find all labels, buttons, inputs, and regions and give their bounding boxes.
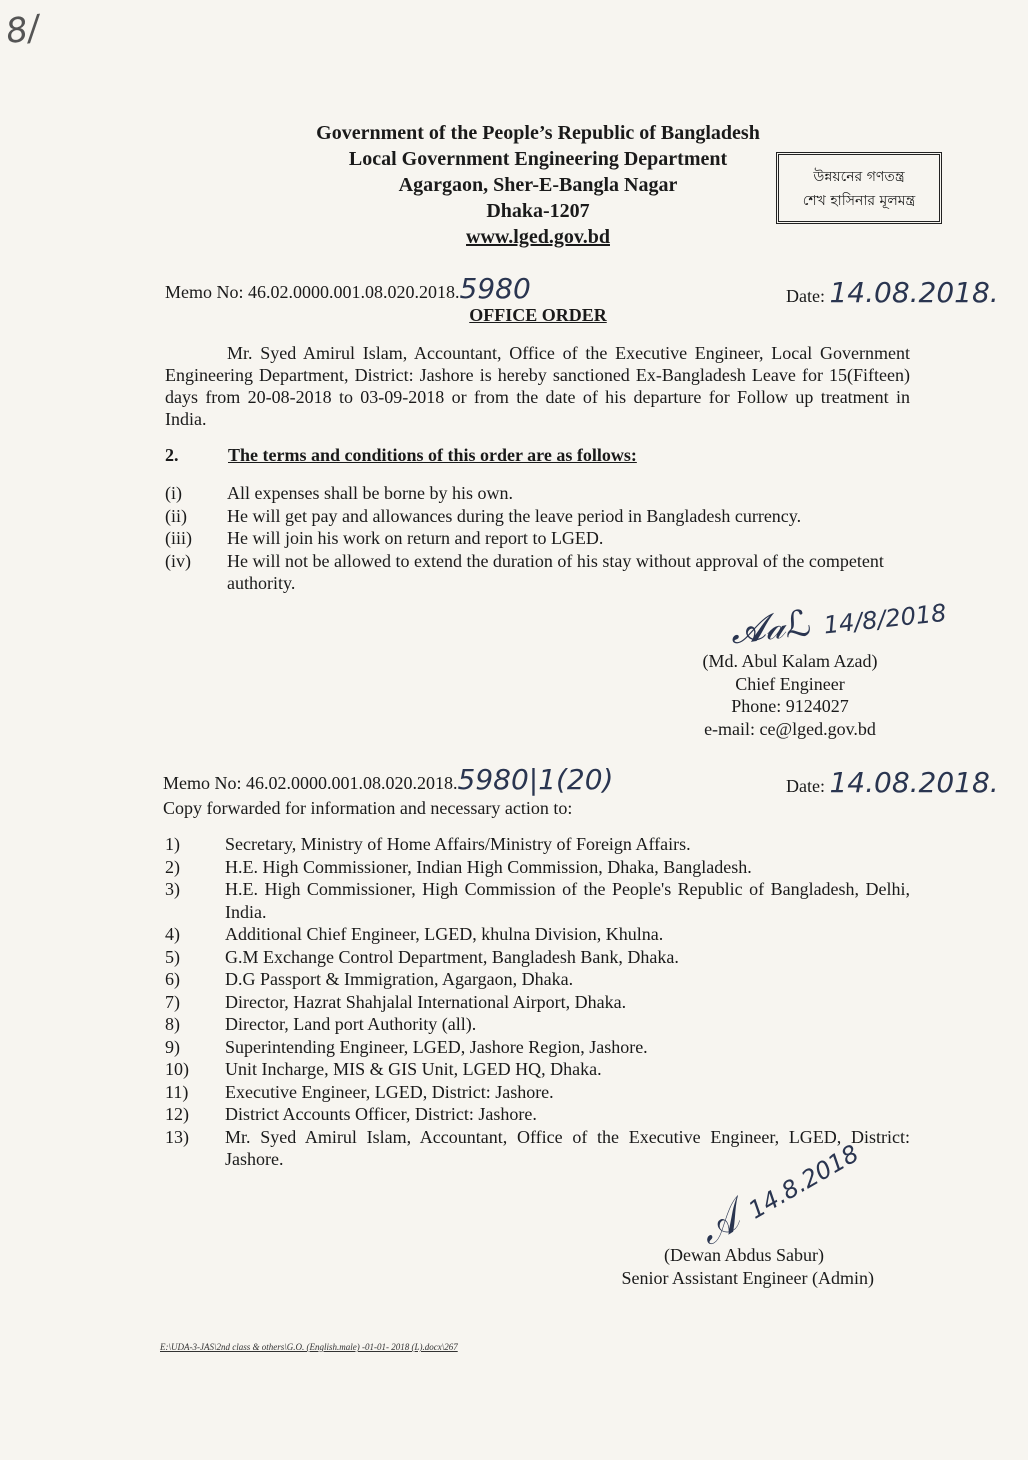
list-text: Superintending Engineer, LGED, Jashore Region, Jashore.	[225, 1036, 648, 1057]
list-number: 7)	[165, 991, 180, 1012]
list-text: D.G Passport & Immigration, Agargaon, Dhaka.	[225, 969, 574, 989]
signatory-1-designation: Chief Engineer	[735, 673, 845, 694]
date-label: Date:	[786, 776, 825, 796]
list-number: 2)	[165, 856, 180, 877]
section-number: 2.	[165, 445, 179, 465]
list-text: Additional Chief Engineer, LGED, khulna Division, Khulna.	[225, 924, 664, 944]
list-number: 13)	[165, 1126, 189, 1147]
letterhead-line-3: Agargaon, Sher-E-Bangla Nagar	[398, 174, 678, 196]
term-number: (iii)	[165, 528, 192, 548]
list-item	[165, 833, 910, 856]
list-text: Executive Engineer, LGED, District: Jashore.	[225, 1081, 554, 1102]
list-item	[165, 1103, 910, 1126]
list-item	[165, 1081, 910, 1104]
list-text: Director, Land port Authority (all).	[225, 1014, 477, 1034]
signatory-block-1	[690, 650, 890, 740]
handwritten-date: 14.08.2018.	[829, 276, 999, 309]
term-text: He will not be allowed to extend the duration of his stay without approval of the competent authority.	[227, 550, 884, 593]
date-2	[786, 766, 999, 799]
list-number: 5)	[165, 946, 180, 967]
memo-number-1	[165, 272, 531, 305]
slogan-box	[776, 152, 942, 224]
signature-1: 𝓐𝒶ℒ 14/8/2018	[728, 598, 948, 653]
list-number: 9)	[165, 1036, 180, 1057]
list-item	[165, 946, 910, 969]
handwritten-memo-number: 5980	[459, 272, 531, 305]
signatory-1-name: (Md. Abul Kalam Azad)	[702, 651, 878, 671]
term-text: He will get pay and allowances during the leave period in Bangladesh currency.	[227, 505, 802, 526]
term-item	[165, 527, 905, 550]
list-text: District Accounts Officer, District: Jashore.	[225, 1104, 537, 1124]
list-text: H.E. High Commissioner, Indian High Commission, Dhaka, Bangladesh.	[225, 856, 752, 877]
corner-handwritten-mark: 8/	[3, 7, 42, 53]
term-number: (iv)	[165, 550, 191, 571]
term-text: All expenses shall be borne by his own.	[227, 483, 513, 503]
list-text: G.M Exchange Control Department, Bangladesh Bank, Dhaka.	[225, 946, 679, 967]
terms-list	[165, 482, 905, 595]
slogan-line-2: শেখ হাসিনার মূলমন্ত্র	[802, 193, 916, 209]
list-number: 12)	[165, 1104, 189, 1124]
term-item	[165, 550, 905, 595]
list-item	[165, 991, 910, 1014]
website-link[interactable]: www.lged.gov.bd	[466, 226, 610, 248]
letterhead-line-4: Dhaka-1207	[486, 200, 590, 222]
list-number: 4)	[165, 924, 180, 944]
date-label: Date:	[786, 286, 825, 306]
term-number: (ii)	[165, 505, 187, 526]
list-item	[165, 923, 910, 946]
list-text: Mr. Syed Amirul Islam, Accountant, Office of the Executive Engineer, LGED, District: Jashore.	[225, 1126, 910, 1169]
body-paragraph: Mr. Syed Amirul Islam, Accountant, Office of the Executive Engineer, Local Government Engineering Department, District: Jashore is hereby sanctioned Ex-Bangladesh Leave for 15(Fifteen) days from 20-08-2018 to 03-09-2018 or from the date of his departure for Follow up treatment in India.	[165, 343, 910, 429]
order-title: OFFICE ORDER	[469, 305, 607, 325]
memo-prefix: Memo No: 46.02.0000.001.08.020.2018.	[163, 773, 458, 793]
memo-prefix: Memo No: 46.02.0000.001.08.020.2018.	[165, 282, 460, 302]
distribution-list	[165, 833, 910, 1171]
letterhead-line-2: Local Government Engineering Department	[348, 148, 728, 170]
handwritten-date: 14.08.2018.	[829, 766, 999, 799]
file-path-footer: E:\UDA-3-JAS\2nd class & others\G.O. (English.male) -01-01- 2018 (L).docx\267	[160, 1342, 458, 1352]
list-text: Secretary, Ministry of Home Affairs/Ministry of Foreign Affairs.	[225, 834, 691, 854]
term-item	[165, 482, 905, 505]
signatory-2-name: (Dewan Abdus Sabur)	[664, 1245, 824, 1265]
list-item	[165, 878, 910, 923]
list-text: H.E. High Commissioner, High Commission of the People's Republic of Bangladesh, Delhi, India.	[225, 879, 910, 922]
section-heading: The terms and conditions of this order are as follows:	[228, 445, 637, 465]
list-number: 11)	[165, 1081, 189, 1102]
list-item	[165, 1058, 910, 1081]
term-item	[165, 505, 905, 528]
handwritten-memo-number: 5980|1(20)	[457, 763, 614, 796]
list-number: 1)	[165, 834, 180, 854]
signatory-1-email[interactable]: e-mail: ce@lged.gov.bd	[704, 718, 876, 739]
term-number: (i)	[165, 483, 182, 503]
list-item	[165, 968, 910, 991]
copy-forwarded-line: Copy forwarded for information and necessary action to:	[163, 798, 573, 818]
list-item	[165, 1013, 910, 1036]
slogan-line-1: উন্নয়নের গণতন্ত্র	[813, 169, 905, 185]
list-number: 6)	[165, 969, 180, 989]
signature-1-date: 14/8/2018	[822, 598, 948, 640]
signature-2-date: 14.8.2018	[743, 1139, 864, 1225]
signatory-block-2	[590, 1244, 874, 1290]
letterhead-line-1: Government of the People’s Republic of Bangladesh	[316, 122, 760, 144]
signature-2: 𝒜 14.8.2018	[689, 1139, 864, 1255]
term-text: He will join his work on return and report to LGED.	[227, 528, 604, 548]
list-item	[165, 856, 910, 879]
list-number: 10)	[165, 1059, 189, 1079]
signatory-2-designation: Senior Assistant Engineer (Admin)	[621, 1268, 874, 1288]
list-number: 3)	[165, 879, 180, 899]
signatory-1-phone: Phone: 9124027	[731, 696, 849, 716]
list-number: 8)	[165, 1014, 180, 1034]
memo-number-2	[163, 763, 613, 796]
list-text: Unit Incharge, MIS & GIS Unit, LGED HQ, Dhaka.	[225, 1059, 602, 1079]
list-item	[165, 1036, 910, 1059]
list-text: Director, Hazrat Shahjalal International Airport, Dhaka.	[225, 991, 627, 1012]
